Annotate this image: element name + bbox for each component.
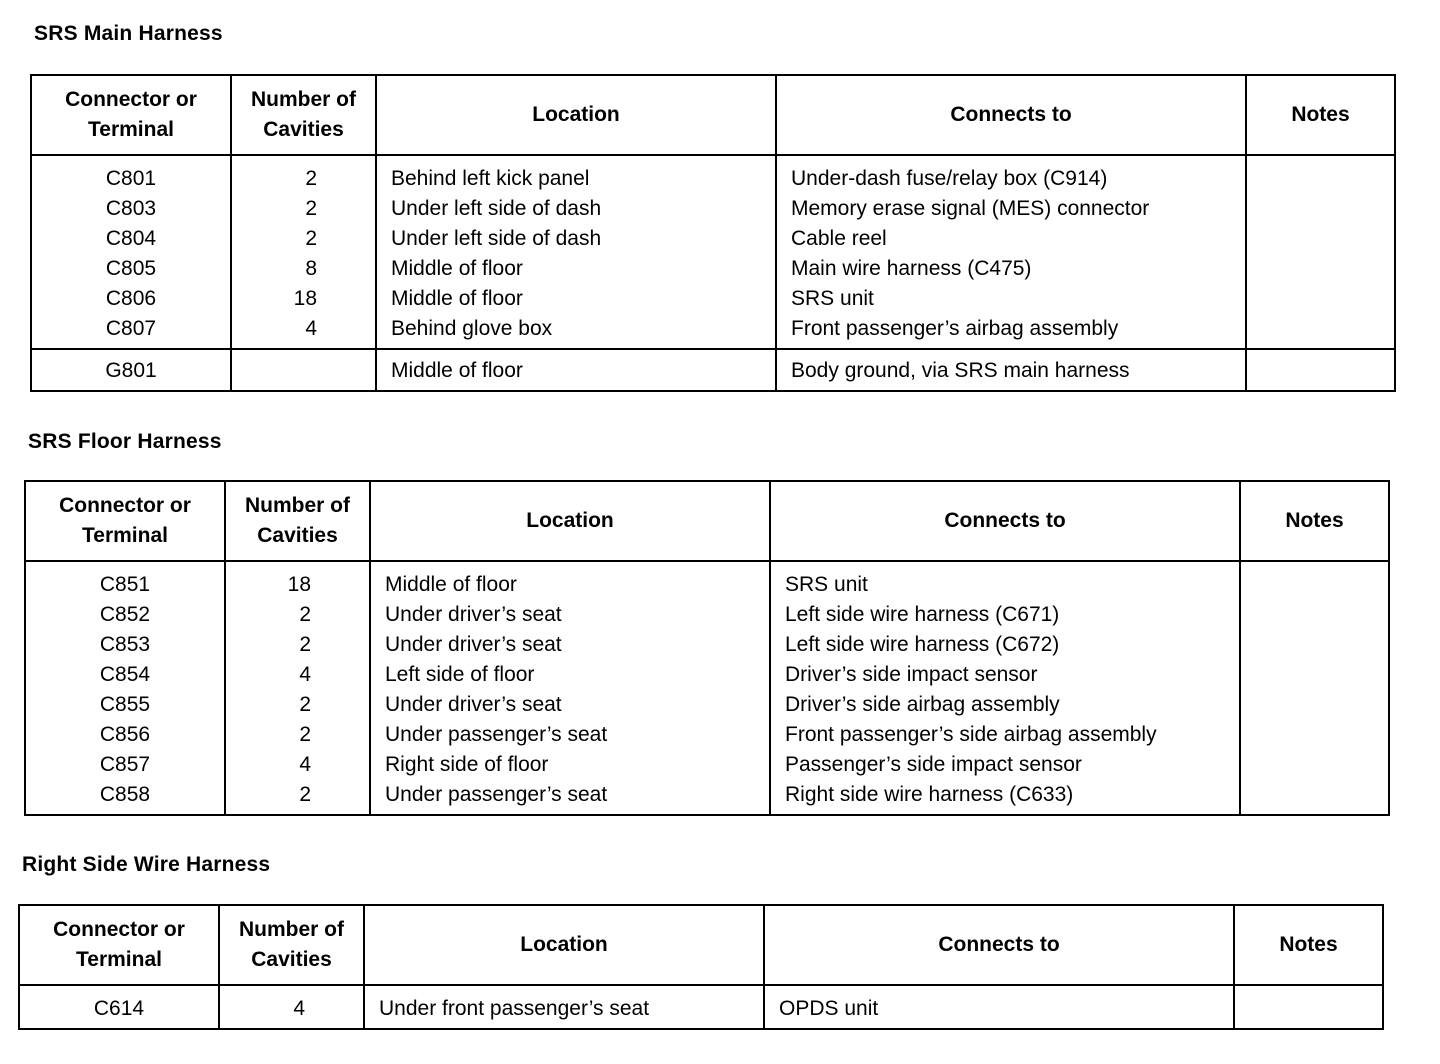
cavities-value: 18 <box>293 287 317 310</box>
cavities-value: 2 <box>299 603 311 626</box>
header-location: Location <box>364 905 764 985</box>
table-row-group <box>25 561 1389 815</box>
connects-to-cell <box>764 985 1234 1029</box>
header-cavities <box>219 905 364 985</box>
connector-value: C807 <box>105 317 157 340</box>
location-cell <box>370 561 770 815</box>
header-line: Connector or <box>59 494 191 517</box>
header-notes: Notes <box>1246 75 1395 155</box>
header-line: Terminal <box>76 948 162 971</box>
header-line: Connector or <box>53 918 185 941</box>
connector-value: C806 <box>105 287 157 310</box>
location-value: Middle of floor <box>391 287 523 310</box>
connector-value: C803 <box>105 197 157 220</box>
connects-to-value: Under-dash fuse/relay box (C914) <box>791 167 1108 190</box>
header-line: Number of <box>251 88 356 111</box>
header-line: Number of <box>239 918 344 941</box>
notes-cell <box>1246 155 1395 349</box>
cavities-value: 8 <box>305 257 317 280</box>
header-line: Number of <box>245 494 350 517</box>
header-notes: Notes <box>1234 905 1383 985</box>
connector-value: C804 <box>105 227 157 250</box>
table-header-row <box>19 905 1383 985</box>
table-row-group <box>31 349 1395 391</box>
table-header-row <box>31 75 1395 155</box>
location-value: Under passenger’s seat <box>385 723 608 746</box>
connects-to-value: Left side wire harness (C672) <box>785 633 1060 656</box>
header-location: Location <box>370 481 770 561</box>
location-value: Behind left kick panel <box>391 167 590 190</box>
connector-cell <box>31 349 231 391</box>
connector-value: C851 <box>99 573 151 596</box>
cavities-value: 18 <box>287 573 311 596</box>
cavities-value: 2 <box>299 633 311 656</box>
srs-main-harness-table <box>30 74 1396 392</box>
location-value: Middle of floor <box>391 257 523 280</box>
connects-to-value: Main wire harness (C475) <box>791 257 1032 280</box>
cavities-cell <box>219 985 364 1029</box>
cavities-cell <box>231 155 376 349</box>
connects-to-value: Left side wire harness (C671) <box>785 603 1060 626</box>
location-value: Under left side of dash <box>391 197 602 220</box>
cavities-value: 2 <box>305 167 317 190</box>
section-title-srs-floor-harness: SRS Floor Harness <box>28 430 222 453</box>
header-connector <box>31 75 231 155</box>
connects-to-value: Passenger’s side impact sensor <box>785 753 1082 776</box>
location-value: Under left side of dash <box>391 227 602 250</box>
location-value: Right side of floor <box>385 753 549 776</box>
location-value: Under passenger’s seat <box>385 783 608 806</box>
header-line: Connector or <box>65 88 197 111</box>
connector-cell <box>31 155 231 349</box>
header-line: Terminal <box>88 118 174 141</box>
section-title-srs-main-harness: SRS Main Harness <box>34 22 223 45</box>
header-connector <box>25 481 225 561</box>
connects-to-value: SRS unit <box>791 287 874 310</box>
connector-value: C614 <box>93 997 145 1020</box>
header-connects-to: Connects to <box>764 905 1234 985</box>
location-value: Left side of floor <box>385 663 535 686</box>
header-cavities <box>231 75 376 155</box>
header-line: Cavities <box>251 948 332 971</box>
table-row-group <box>31 155 1395 349</box>
cavities-value: 2 <box>305 227 317 250</box>
connector-cell <box>19 985 219 1029</box>
location-cell <box>376 155 776 349</box>
connects-to-value: Front passenger’s airbag assembly <box>791 317 1119 340</box>
connects-to-value: Memory erase signal (MES) connector <box>791 197 1150 220</box>
connector-value: G801 <box>105 359 157 382</box>
cavities-value: 2 <box>299 723 311 746</box>
connector-value: C801 <box>105 167 157 190</box>
location-value: Under driver’s seat <box>385 693 562 716</box>
location-value: Middle of floor <box>391 359 523 382</box>
header-notes: Notes <box>1240 481 1389 561</box>
cavities-cell <box>225 561 370 815</box>
cavities-value: 4 <box>299 663 311 686</box>
header-connector <box>19 905 219 985</box>
notes-cell <box>1234 985 1383 1029</box>
cavities-value: 4 <box>299 753 311 776</box>
srs-floor-harness-table <box>24 480 1390 816</box>
right-side-wire-harness-table <box>18 904 1384 1030</box>
connects-to-cell <box>776 155 1246 349</box>
notes-cell <box>1246 349 1395 391</box>
connector-value: C852 <box>99 603 151 626</box>
header-connects-to: Connects to <box>776 75 1246 155</box>
connects-to-value: Right side wire harness (C633) <box>785 783 1074 806</box>
connector-value: C854 <box>99 663 151 686</box>
table-header-row <box>25 481 1389 561</box>
connects-to-value: Body ground, via SRS main harness <box>791 359 1130 382</box>
location-cell <box>376 349 776 391</box>
location-cell <box>364 985 764 1029</box>
cavities-value: 2 <box>299 783 311 806</box>
location-value: Under driver’s seat <box>385 603 562 626</box>
connector-value: C805 <box>105 257 157 280</box>
connects-to-cell <box>776 349 1246 391</box>
connects-to-value: SRS unit <box>785 573 868 596</box>
table-row-group <box>19 985 1383 1029</box>
cavities-value: 2 <box>299 693 311 716</box>
header-connects-to: Connects to <box>770 481 1240 561</box>
connector-value: C855 <box>99 693 151 716</box>
location-value: Middle of floor <box>385 573 517 596</box>
connector-cell <box>25 561 225 815</box>
header-location: Location <box>376 75 776 155</box>
cavities-value: 4 <box>293 997 305 1020</box>
location-value: Under front passenger’s seat <box>379 997 650 1020</box>
location-value: Under driver’s seat <box>385 633 562 656</box>
connects-to-value: Driver’s side airbag assembly <box>785 693 1060 716</box>
cavities-cell <box>231 349 376 391</box>
connects-to-cell <box>770 561 1240 815</box>
header-cavities <box>225 481 370 561</box>
connects-to-value: Cable reel <box>791 227 887 250</box>
connector-value: C858 <box>99 783 151 806</box>
location-value: Behind glove box <box>391 317 553 340</box>
connector-value: C856 <box>99 723 151 746</box>
section-title-right-side-wire-harness: Right Side Wire Harness <box>22 853 271 876</box>
header-line: Terminal <box>82 524 168 547</box>
notes-cell <box>1240 561 1389 815</box>
connects-to-value: Driver’s side impact sensor <box>785 663 1038 686</box>
connects-to-value: Front passenger’s side airbag assembly <box>785 723 1157 746</box>
cavities-value: 4 <box>305 317 317 340</box>
header-line: Cavities <box>257 524 338 547</box>
connector-value: C857 <box>99 753 151 776</box>
connects-to-value: OPDS unit <box>779 997 879 1020</box>
header-line: Cavities <box>263 118 344 141</box>
cavities-value: 2 <box>305 197 317 220</box>
connector-value: C853 <box>99 633 151 656</box>
